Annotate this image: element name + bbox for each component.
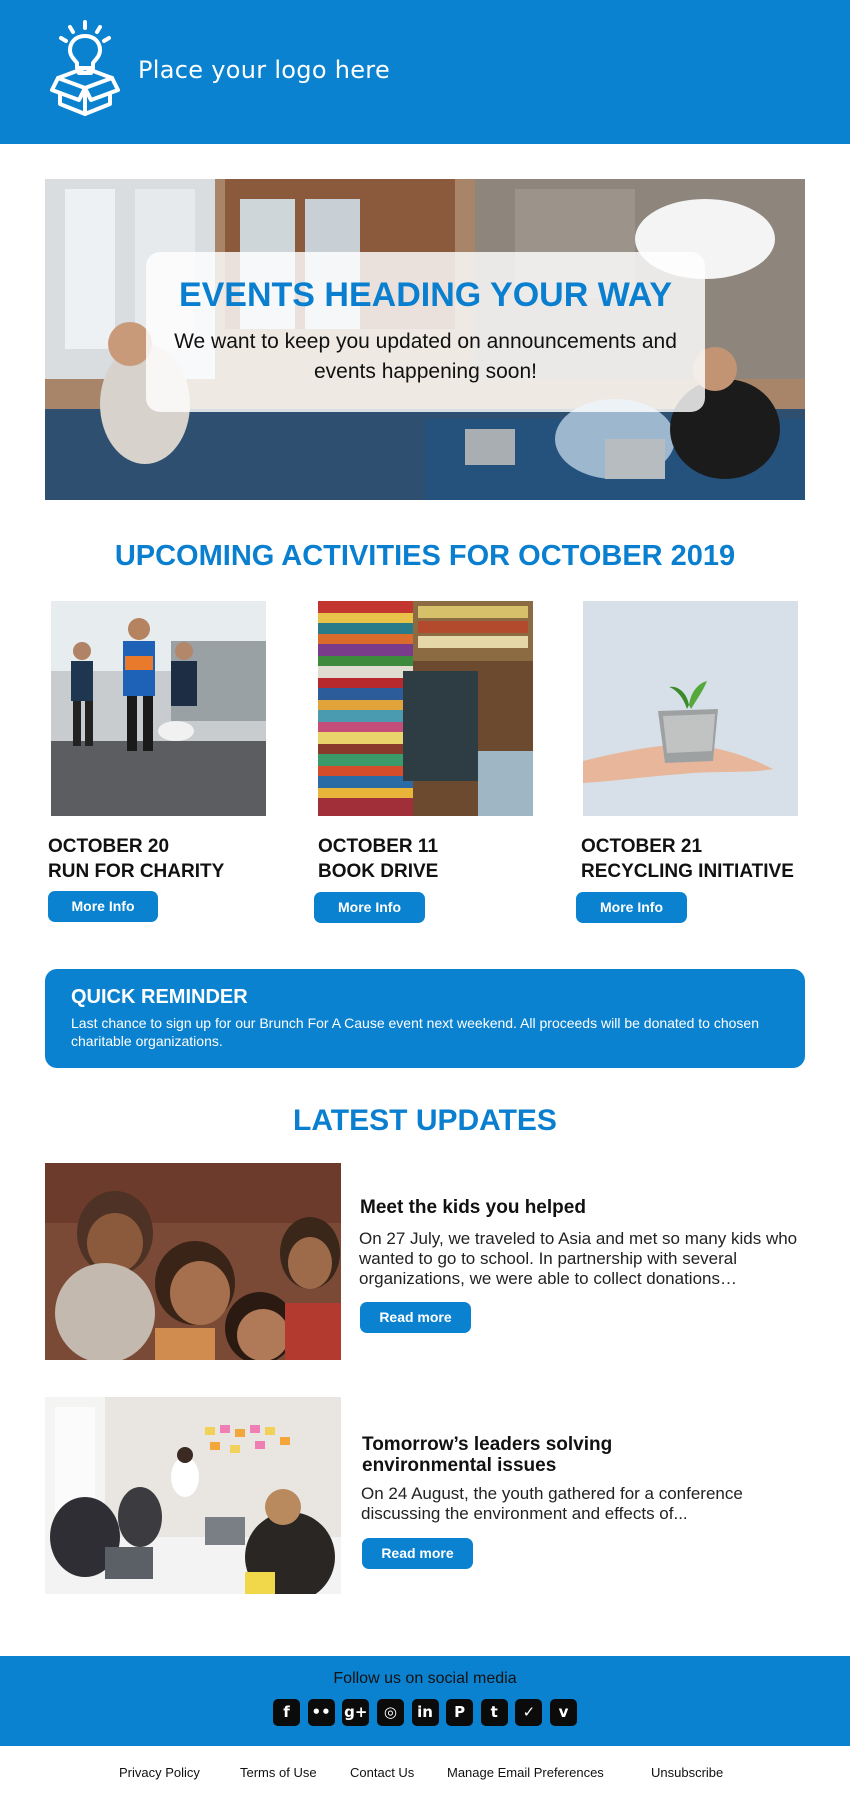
upcoming-activities-heading: UPCOMING ACTIVITIES FOR OCTOBER 2019: [114, 540, 736, 572]
activity-name: RECYCLING INITIATIVE: [581, 861, 794, 882]
conference-photo: [45, 1397, 341, 1594]
pinterest-icon[interactable]: P: [446, 1699, 473, 1726]
terms-of-use-link[interactable]: Terms of Use: [240, 1765, 317, 1780]
unsubscribe-link[interactable]: Unsubscribe: [651, 1765, 724, 1780]
hero-banner: [45, 179, 805, 500]
manage-email-preferences-link[interactable]: Manage Email Preferences: [447, 1765, 604, 1780]
more-info-button[interactable]: More Info: [314, 892, 425, 923]
run-for-charity-image: [51, 601, 266, 816]
google-plus-icon[interactable]: g+: [342, 1699, 369, 1726]
kids-photo: [45, 1163, 341, 1360]
privacy-policy-link[interactable]: Privacy Policy: [119, 1765, 200, 1780]
social-footer: [0, 1656, 850, 1746]
update-excerpt: On 27 July, we traveled to Asia and met so many kids who wanted to go to school. In partnership with several organizations, we were able to collect donations…: [359, 1229, 798, 1288]
update-excerpt: On 24 August, the youth gathered for a conference discussing the environment and effects of...: [361, 1484, 743, 1523]
twitter-icon[interactable]: ✓: [515, 1699, 542, 1726]
latest-updates-heading: LATEST UPDATES: [293, 1104, 557, 1137]
hero-subtitle: We want to keep you updated on announcements and events happening soon!: [174, 330, 677, 383]
reminder-title: QUICK REMINDER: [71, 986, 248, 1008]
instagram-icon[interactable]: ◎: [377, 1699, 404, 1726]
facebook-icon[interactable]: f: [273, 1699, 300, 1726]
contact-us-link[interactable]: Contact Us: [350, 1765, 415, 1780]
reminder-text: Last chance to sign up for our Brunch For A Cause event next weekend. All proceeds will be donated to chosen charitable organizations.: [71, 1015, 759, 1049]
social-icons-row: [273, 1699, 577, 1727]
more-info-button[interactable]: More Info: [48, 891, 158, 922]
logo-placeholder-text: Place your logo here: [138, 56, 391, 84]
recycling-initiative-image: [583, 601, 798, 816]
follow-us-text: Follow us on social media: [333, 1670, 517, 1687]
lightbulb-box-logo-icon: [48, 18, 122, 118]
activity-date: OCTOBER 21: [581, 836, 703, 857]
tumblr-icon[interactable]: t: [481, 1699, 508, 1726]
more-info-button[interactable]: More Info: [576, 892, 687, 923]
vimeo-icon[interactable]: v: [550, 1699, 577, 1726]
update-title: Meet the kids you helped: [360, 1197, 586, 1218]
update-title: Tomorrow’s leaders solving environmental issues: [362, 1434, 613, 1476]
read-more-button[interactable]: Read more: [360, 1302, 471, 1333]
read-more-button[interactable]: Read more: [362, 1538, 473, 1569]
flickr-icon[interactable]: ••: [308, 1699, 335, 1726]
quick-reminder-banner: [45, 969, 805, 1068]
activity-date: OCTOBER 20: [48, 836, 170, 857]
activity-name: BOOK DRIVE: [318, 861, 439, 882]
activity-date: OCTOBER 11: [318, 836, 439, 857]
email-header: [0, 0, 850, 144]
book-drive-image: [318, 601, 533, 816]
hero-text-panel: [146, 252, 705, 412]
hero-title: EVENTS HEADING YOUR WAY: [178, 276, 673, 314]
linkedin-icon[interactable]: in: [412, 1699, 439, 1726]
activity-name: RUN FOR CHARITY: [48, 861, 225, 882]
